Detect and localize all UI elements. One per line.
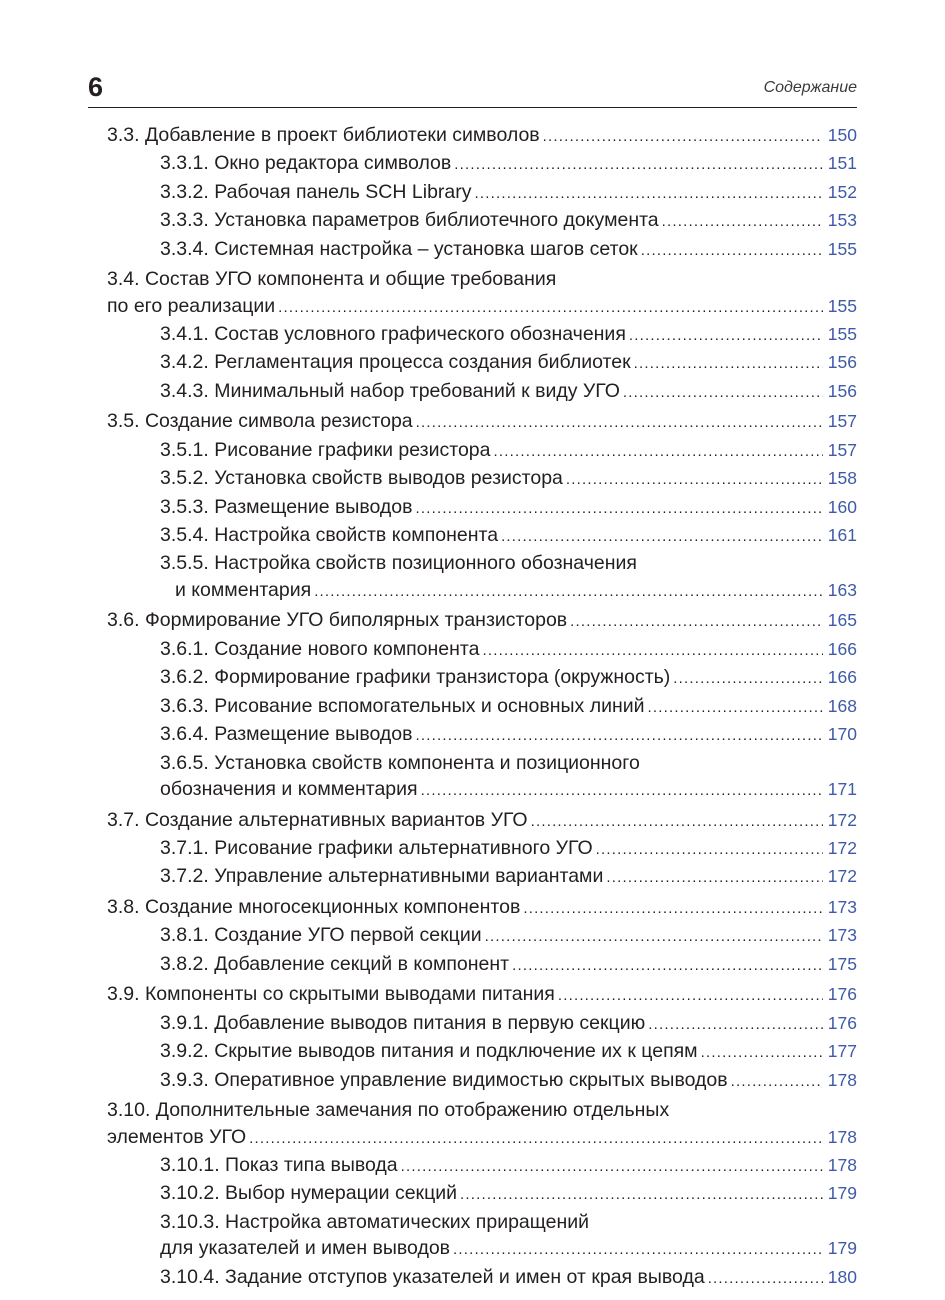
dot-leader: [421, 778, 823, 804]
dot-leader: [512, 953, 823, 979]
toc-entry-line: [160, 951, 857, 979]
toc-entry-title: 3.9.1. Добавление выводов питания в первую секцию: [160, 1011, 646, 1034]
dot-leader: [531, 809, 823, 835]
dot-leader: [278, 295, 823, 321]
toc-entry-line: [160, 207, 857, 235]
toc-entry-title-line: 3.4. Состав УГО компонента и общие требования: [107, 268, 557, 291]
toc-entry-title: 3.5. Создание символа резистора: [107, 410, 413, 433]
toc-entry[interactable]: [107, 150, 857, 178]
toc-page-number[interactable]: 155: [827, 295, 857, 316]
dot-leader: [416, 496, 824, 522]
toc-entry-line: [160, 1152, 857, 1180]
toc-entry-line: [160, 494, 857, 522]
dot-leader: [648, 695, 823, 721]
toc-entry-line: [107, 807, 857, 835]
toc-entry-title: 3.10.2. Выбор нумерации секций: [160, 1182, 458, 1205]
dot-leader: [673, 666, 823, 692]
dot-leader: [648, 1012, 823, 1038]
toc-entry-title: 3.8.2. Добавление секций в компонент: [160, 952, 510, 975]
toc-entry-line: [107, 607, 857, 635]
toc-entry-line: [160, 1264, 857, 1292]
page-header: [88, 70, 857, 104]
dot-leader: [453, 1237, 823, 1263]
toc-entry-title-line: 3.10.3. Настройка автоматических приращений: [160, 1210, 589, 1233]
toc-entry-title: 3.9.2. Скрытие выводов питания и подключение их к цепям: [160, 1040, 698, 1063]
toc-entry[interactable]: [107, 207, 857, 235]
toc-entry-line: [107, 408, 857, 436]
toc-entry-title: 3.10.1. Показ типа вывода: [160, 1153, 398, 1176]
toc-page-number[interactable]: 179: [827, 1183, 857, 1204]
toc-entry-line: [160, 863, 857, 891]
toc-entry-line: [160, 693, 857, 721]
dot-leader: [485, 924, 823, 950]
dot-leader: [701, 1040, 823, 1066]
toc-page-number[interactable]: 177: [827, 1041, 857, 1062]
toc-entry[interactable]: [107, 408, 857, 436]
toc-entry-line: [160, 465, 857, 493]
toc-entry-line: [107, 981, 857, 1009]
toc-entry-line: [107, 894, 857, 922]
toc-page-number[interactable]: 156: [827, 352, 857, 373]
toc-entry[interactable]: [107, 349, 857, 377]
toc-entry-title: 3.9. Компоненты со скрытыми выводами питания: [107, 983, 555, 1006]
toc-entry[interactable]: [107, 951, 857, 979]
toc-entry[interactable]: [107, 863, 857, 891]
toc-entry-title: по его реализации: [107, 294, 276, 317]
toc-entry[interactable]: [107, 437, 857, 465]
toc-entry-line: [160, 179, 857, 207]
toc-entry-title: 3.5.4. Настройка свойств компонента: [160, 524, 499, 547]
toc-entry-title: 3.6.2. Формирование графики транзистора (окружность): [160, 666, 671, 689]
toc-entry-line: [160, 236, 857, 264]
toc-page-number[interactable]: 157: [827, 411, 857, 432]
toc-entry[interactable]: [107, 522, 857, 550]
toc-entry[interactable]: [107, 494, 857, 522]
dot-leader: [629, 323, 823, 349]
dot-leader: [401, 1154, 823, 1180]
toc-entry[interactable]: [107, 664, 857, 692]
toc-entry-line: [160, 349, 857, 377]
toc-entry[interactable]: [107, 378, 857, 406]
dot-leader: [708, 1266, 823, 1292]
toc-page-number[interactable]: 172: [827, 837, 857, 858]
toc-entry[interactable]: [107, 835, 857, 863]
toc-page-number[interactable]: 158: [827, 468, 857, 489]
toc-entry-title: 3.5.1. Рисование графики резистора: [160, 438, 491, 461]
toc-entry-line: [160, 577, 857, 605]
dot-leader: [662, 209, 823, 235]
dot-leader: [731, 1069, 823, 1095]
toc-entry[interactable]: [107, 1209, 857, 1264]
toc-entry[interactable]: [107, 1038, 857, 1066]
toc-entry-title-line: 3.6.5. Установка свойств компонента и позиционного: [160, 751, 640, 774]
dot-leader: [606, 865, 823, 891]
toc-page-number[interactable]: 160: [827, 496, 857, 517]
dot-leader: [494, 439, 823, 465]
toc-entry-title: и комментария: [175, 578, 312, 601]
toc-page-number[interactable]: 178: [827, 1126, 857, 1147]
toc-page-number[interactable]: 176: [827, 984, 857, 1005]
toc-entry-title: 3.3.1. Окно редактора символов: [160, 152, 452, 175]
toc-entry-line: [160, 721, 857, 749]
toc-entry-title: 3.7.2. Управление альтернативными вариантами: [160, 865, 604, 888]
toc-entry-title: обозначения и комментария: [160, 777, 418, 800]
toc-entry-title: 3.6.1. Создание нового компонента: [160, 637, 480, 660]
toc-page-number[interactable]: 173: [827, 925, 857, 946]
dot-leader: [634, 351, 823, 377]
dot-leader: [501, 524, 823, 550]
toc-entry[interactable]: [107, 550, 857, 605]
toc-page-number[interactable]: 165: [827, 610, 857, 631]
toc-entry[interactable]: [107, 894, 857, 922]
toc-entry[interactable]: [107, 266, 857, 321]
toc-entry[interactable]: [107, 636, 857, 664]
toc-entry[interactable]: [107, 922, 857, 950]
toc-entry-title: элементов УГО: [107, 1125, 247, 1148]
dot-leader: [314, 579, 823, 605]
toc-entry-title: 3.5.2. Установка свойств выводов резистора: [160, 467, 563, 490]
dot-leader: [558, 983, 823, 1009]
toc-entry-title-line: 3.10. Дополнительные замечания по отображению отдельных: [107, 1099, 670, 1122]
dot-leader: [482, 638, 823, 664]
toc-entry-line: [107, 1124, 857, 1152]
toc-entry-title: 3.3.4. Системная настройка – установка шагов сеток: [160, 237, 638, 260]
toc-entry-line: [160, 1067, 857, 1095]
toc-entry-line: [160, 378, 857, 406]
toc-entry-title: 3.7. Создание альтернативных вариантов УГО: [107, 808, 528, 831]
toc-entry[interactable]: [107, 693, 857, 721]
toc-page-number[interactable]: 172: [827, 809, 857, 830]
toc-page-number[interactable]: 150: [827, 125, 857, 145]
toc-entry[interactable]: [107, 981, 857, 1009]
dot-leader: [570, 609, 823, 635]
toc-entry[interactable]: [107, 236, 857, 264]
toc-entry-line: [160, 522, 857, 550]
toc-page-number[interactable]: 180: [827, 1266, 857, 1287]
toc-entry-line: [107, 122, 857, 150]
toc-page-number[interactable]: 170: [827, 724, 857, 745]
toc-page-number[interactable]: 155: [827, 324, 857, 345]
toc-entry[interactable]: [107, 321, 857, 349]
dot-leader: [460, 1182, 823, 1208]
toc-entry-title: 3.6. Формирование УГО биполярных транзисторов: [107, 609, 568, 632]
toc-entry[interactable]: [107, 1264, 857, 1292]
toc-entry-title: 3.5.3. Размещение выводов: [160, 495, 413, 518]
toc-page-number[interactable]: 151: [827, 153, 857, 174]
dot-leader: [249, 1126, 823, 1152]
toc-entry-title: 3.10.4. Задание отступов указателей и имен от края вывода: [160, 1265, 705, 1288]
toc-entry-title: 3.9.3. Оперативное управление видимостью скрытых выводов: [160, 1068, 728, 1091]
toc-page-number[interactable]: 168: [827, 695, 857, 716]
toc-page-number[interactable]: 166: [827, 667, 857, 688]
toc-entry-title: 3.8. Создание многосекционных компонентов: [107, 895, 521, 918]
toc-entry-title-line: 3.5.5. Настройка свойств позиционного обозначения: [160, 552, 637, 575]
toc-entry-title: 3.4.3. Минимальный набор требований к виду УГО: [160, 379, 620, 402]
header-rule: [88, 107, 857, 108]
toc-entry-line: [160, 1180, 857, 1208]
dot-leader: [596, 837, 823, 863]
toc-page-number[interactable]: 166: [827, 638, 857, 659]
toc-entry-title: 3.3. Добавление в проект библиотеки символов: [107, 124, 540, 146]
toc-entry[interactable]: [107, 1010, 857, 1038]
toc-page-number[interactable]: 161: [827, 525, 857, 546]
toc-page-number[interactable]: 155: [827, 238, 857, 259]
toc-page-number[interactable]: 157: [827, 439, 857, 460]
toc-entry[interactable]: [107, 750, 857, 805]
toc-entry[interactable]: [107, 1067, 857, 1095]
toc-entry-title: 3.7.1. Рисование графики альтернативного УГО: [160, 836, 593, 859]
dot-leader: [475, 181, 824, 207]
toc-entry-title: 3.6.3. Рисование вспомогательных и основных линий: [160, 694, 645, 717]
dot-leader: [623, 380, 823, 406]
toc-entry[interactable]: [107, 179, 857, 207]
toc-page-number[interactable]: 178: [827, 1154, 857, 1175]
dot-leader: [454, 152, 823, 178]
toc-page-number[interactable]: 153: [827, 210, 857, 231]
dot-leader: [543, 124, 823, 150]
toc-page-number[interactable]: 156: [827, 380, 857, 401]
page-number: 6: [88, 72, 104, 102]
toc-entry-line: [160, 1010, 857, 1038]
toc-entry[interactable]: [107, 465, 857, 493]
toc-page-number[interactable]: 175: [827, 953, 857, 974]
table-of-contents: [107, 122, 857, 1292]
toc-entry-line: [160, 150, 857, 178]
toc-entry[interactable]: [107, 1152, 857, 1180]
toc-page-number[interactable]: 171: [827, 778, 857, 799]
toc-entry[interactable]: [107, 1097, 857, 1152]
dot-leader: [641, 238, 823, 264]
toc-entry-line: [160, 321, 857, 349]
dot-leader: [523, 896, 823, 922]
toc-entry-line: [160, 776, 857, 804]
dot-leader: [416, 723, 824, 749]
toc-entry-title: 3.3.2. Рабочая панель SCH Library: [160, 180, 472, 203]
dot-leader: [416, 410, 823, 436]
toc-page-number[interactable]: 163: [827, 579, 857, 600]
toc-entry-title: 3.4.1. Состав условного графического обозначения: [160, 323, 626, 346]
toc-entry-line: [160, 1038, 857, 1066]
toc-page-number[interactable]: 176: [827, 1012, 857, 1033]
dot-leader: [566, 467, 823, 493]
toc-entry-line: [160, 1235, 857, 1263]
toc-entry-line: [160, 922, 857, 950]
toc-entry-title: 3.4.2. Регламентация процесса создания библиотек: [160, 351, 631, 374]
toc-entry[interactable]: [107, 1180, 857, 1208]
toc-entry[interactable]: [107, 122, 857, 150]
toc-entry-title: 3.6.4. Размещение выводов: [160, 723, 413, 746]
toc-entry-title: 3.3.3. Установка параметров библиотечного документа: [160, 209, 659, 232]
toc-entry-line: [160, 636, 857, 664]
toc-entry-line: [107, 293, 857, 321]
toc-entry-title: для указателей и имен выводов: [160, 1237, 451, 1260]
toc-entry-line: [160, 437, 857, 465]
toc-entry-line: [160, 664, 857, 692]
toc-entry[interactable]: [107, 807, 857, 835]
toc-entry-line: [160, 835, 857, 863]
running-title: Содержание: [763, 79, 857, 96]
toc-page-number[interactable]: 172: [827, 866, 857, 887]
toc-page-number[interactable]: 178: [827, 1069, 857, 1090]
toc-page-number[interactable]: 173: [827, 896, 857, 917]
toc-entry[interactable]: [107, 721, 857, 749]
toc-entry[interactable]: [107, 607, 857, 635]
toc-page-number[interactable]: 179: [827, 1238, 857, 1259]
toc-entry-title: 3.8.1. Создание УГО первой секции: [160, 924, 482, 947]
toc-page-number[interactable]: 152: [827, 181, 857, 202]
